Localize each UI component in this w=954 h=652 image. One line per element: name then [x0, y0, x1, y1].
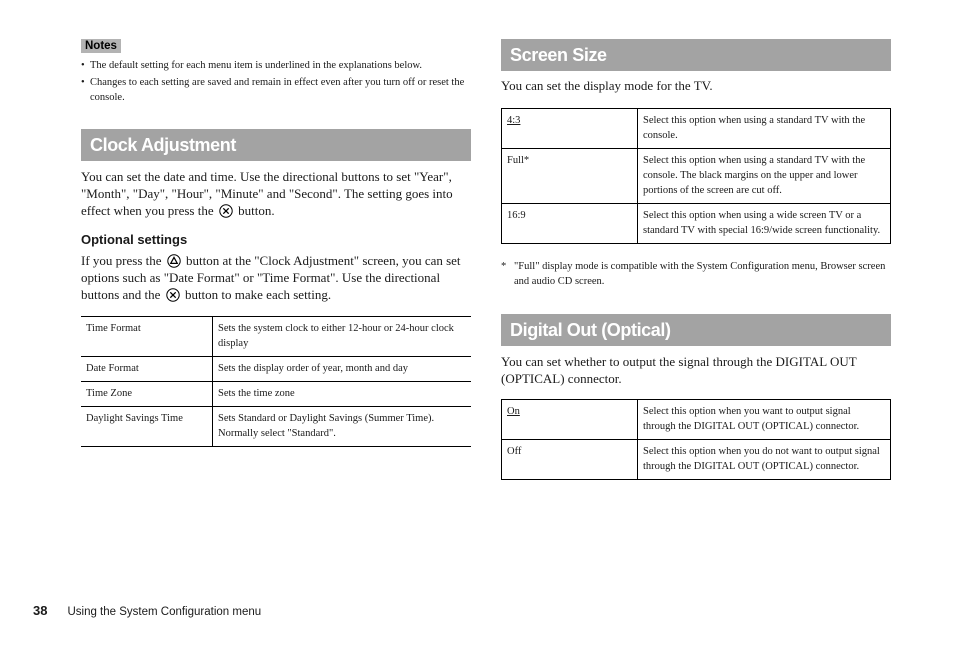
table-row — [502, 204, 891, 244]
note-item: • The default setting for each menu item is underlined in the explanations below. — [81, 58, 471, 74]
option-value: Select this option when you want to output signal through the DIGITAL OUT (OPTICAL) connector. — [638, 400, 891, 440]
option-value: Sets the system clock to either 12-hour or 24-hour clock display — [213, 317, 472, 357]
option-value: Select this option when using a standard TV with the console. The black margins on the upper and lower portions of the screen are cut off. — [638, 149, 891, 204]
table-row — [502, 440, 891, 480]
optional-text-c: button to make each setting. — [184, 287, 332, 302]
screen-size-table — [501, 108, 891, 244]
option-key: Date Format — [81, 357, 213, 382]
digital-out-intro: You can set whether to output the signal through the DIGITAL OUT (OPTICAL) connector. — [501, 354, 857, 386]
optional-settings-text — [81, 252, 471, 303]
table-row — [502, 400, 891, 440]
option-key: Daylight Savings Time — [81, 407, 213, 447]
cross-button-icon — [219, 204, 233, 218]
option-key: Time Zone — [81, 382, 213, 407]
footnote-marker: * — [501, 261, 507, 272]
clock-intro — [81, 168, 471, 219]
page-footer — [33, 602, 261, 620]
option-value: Select this option when you do not want to output signal through the DIGITAL OUT (OPTICAL) connector. — [638, 440, 891, 480]
table-row — [502, 149, 891, 204]
clock-intro-text-end: button. — [238, 203, 275, 218]
option-value: Select this option when using a wide screen TV or a standard TV with special 16:9/wide screen functionality. — [638, 204, 891, 244]
notes-badge: Notes — [81, 39, 121, 53]
notes-list — [81, 58, 471, 107]
default-option-label: On — [507, 406, 520, 417]
optional-text-b: button at the "Clock Adjustment" screen, you can set options such as "Date Format" or "Time Format". Use the directional buttons and the — [81, 253, 461, 302]
table-row — [81, 407, 471, 447]
screen-size-footnote — [501, 259, 891, 289]
option-key: 16:9 — [502, 204, 638, 244]
screen-size-intro: You can set the display mode for the TV. — [501, 78, 713, 93]
option-value: Sets the time zone — [213, 382, 472, 407]
table-row — [81, 317, 471, 357]
footnote-text: "Full" display mode is compatible with the System Configuration menu, Browser screen and audio CD screen. — [514, 261, 886, 287]
option-value: Sets the display order of year, month and day — [213, 357, 472, 382]
table-row — [502, 109, 891, 149]
digital-out-heading: Digital Out (Optical) — [501, 314, 891, 346]
page-number: 38 — [33, 603, 48, 618]
default-option-label: 4:3 — [507, 115, 521, 126]
table-row — [81, 357, 471, 382]
note-item: • Changes to each setting are saved and remain in effect even after you turn off or reset the console. — [81, 75, 471, 106]
cross-button-icon — [166, 288, 180, 302]
footer-text: Using the System Configuration menu — [67, 606, 262, 618]
optional-text-a: If you press the — [81, 253, 162, 268]
table-row — [81, 382, 471, 407]
option-key: Off — [502, 440, 638, 480]
triangle-button-icon — [167, 254, 181, 268]
clock-intro-text: You can set the date and time. Use the directional buttons to set "Year", "Month", "Day", "Hour", "Minute" and "Second". The setting goes into effect when you press the — [81, 169, 453, 218]
option-key: Full* — [502, 149, 638, 204]
option-value: Sets Standard or Daylight Savings (Summer Time). Normally select "Standard". — [213, 407, 472, 447]
option-key — [502, 400, 638, 440]
option-value: Select this option when using a standard TV with the console. — [638, 109, 891, 149]
option-key — [502, 109, 638, 149]
optional-settings-heading: Optional settings — [81, 232, 188, 247]
option-key: Time Format — [81, 317, 213, 357]
clock-adjustment-heading: Clock Adjustment — [81, 129, 471, 161]
clock-options-table — [81, 316, 471, 447]
digital-out-table — [501, 399, 891, 480]
screen-size-heading: Screen Size — [501, 39, 891, 71]
